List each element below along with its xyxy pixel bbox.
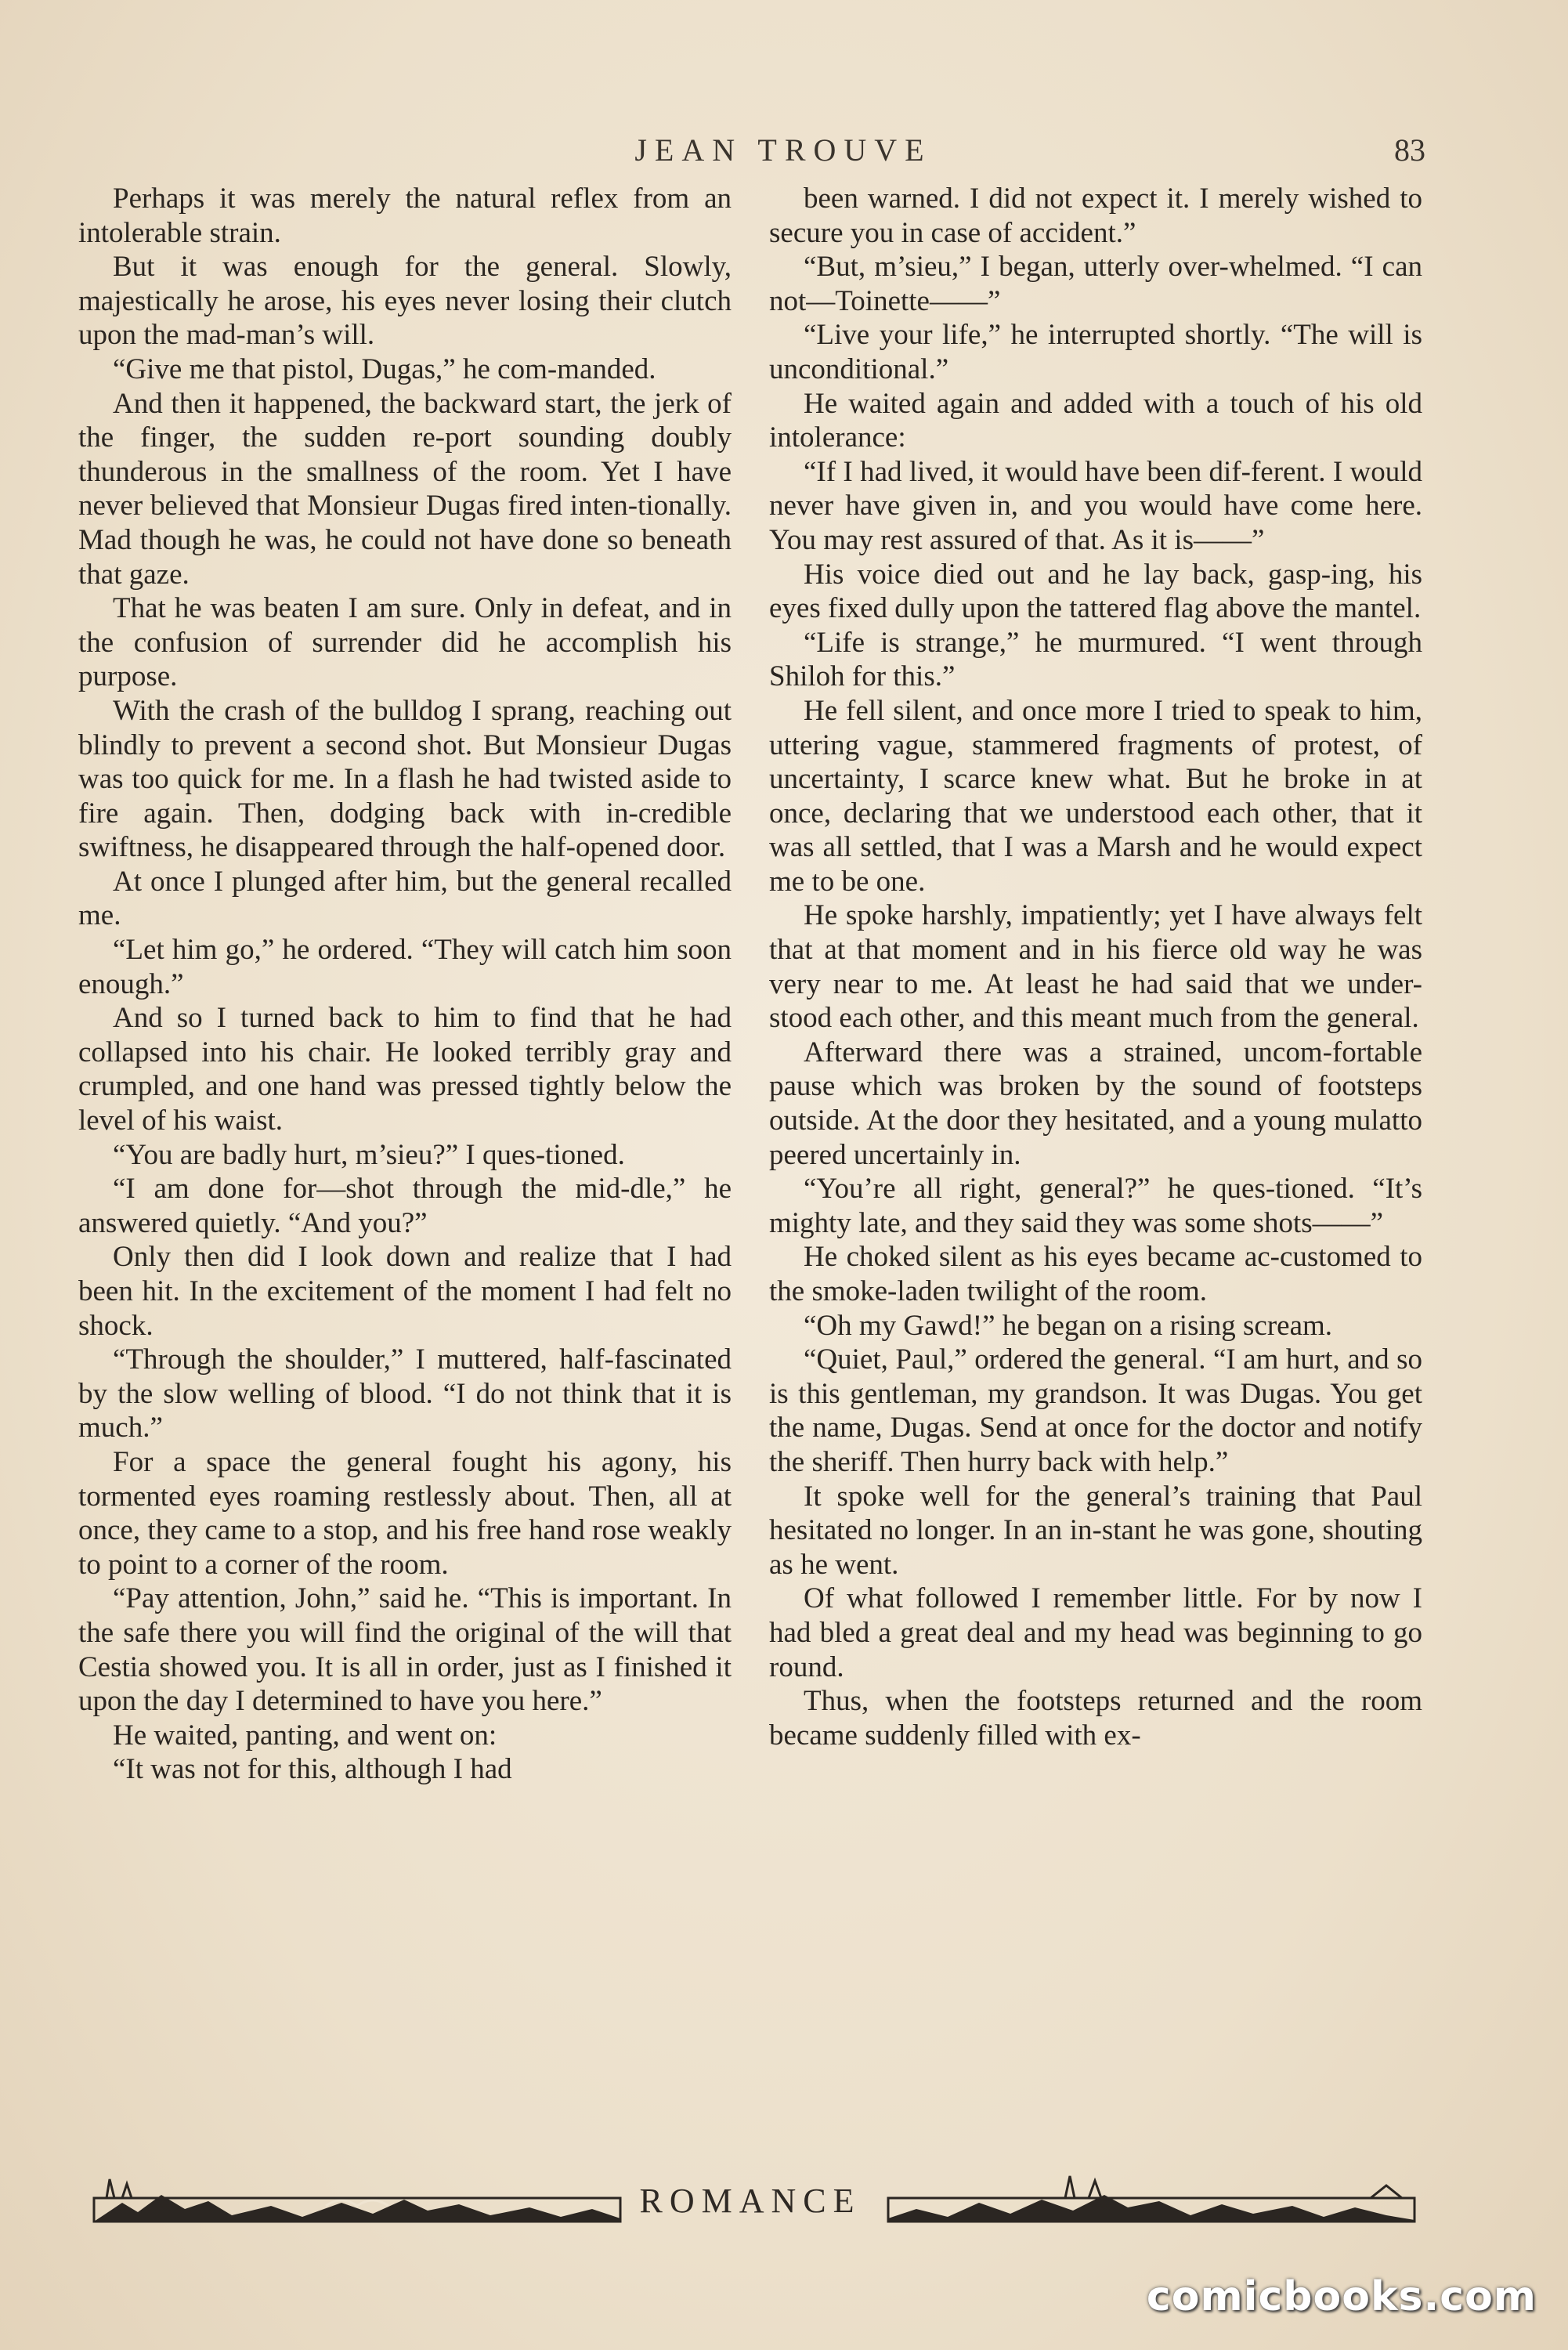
text-column-left xyxy=(78,182,732,2140)
paragraph: “Through the shoulder,” I muttered, half-fascinated by the slow welling of blood. “I do not think that it is much.” xyxy=(78,1343,732,1444)
page-number: 83 xyxy=(1394,132,1425,168)
right-landscape-ornament-icon xyxy=(885,2171,1418,2234)
paragraph: But it was enough for the general. Slowly, majestically he arose, his eyes never losing their clutch upon the mad-man’s will. xyxy=(78,251,732,352)
paragraph: It spoke well for the general’s training that Paul hesitated no longer. In an in-stant he was gone, shouting as he went. xyxy=(769,1480,1422,1581)
paragraph: been warned. I did not expect it. I merely wished to secure you in case of accident.” xyxy=(769,183,1422,249)
text-column-right xyxy=(769,182,1422,2140)
paragraph: Thus, when the footsteps returned and the room became suddenly filled with ex- xyxy=(769,1685,1422,1752)
paragraph: His voice died out and he lay back, gasp-ing, his eyes fixed dully upon the tattered flag above the mantel. xyxy=(769,558,1422,625)
paragraph: At once I plunged after him, but the general recalled me. xyxy=(78,865,732,932)
page-footer xyxy=(78,2171,1422,2234)
paragraph: And then it happened, the backward start, the jerk of the finger, the sudden re-port sounding doubly thunderous in the smallness of the room. Yet I have never believed that Monsieur Dugas fired inten-tionally. Mad though he was, he could not have done so beneath that gaze. xyxy=(78,387,732,591)
paragraph: “If I had lived, it would have been dif-ferent. I would never have given in, and you would have come here. You may rest assured of that. As it is——” xyxy=(769,455,1422,556)
paragraph: With the crash of the bulldog I sprang, reaching out blindly to prevent a second shot. But Monsieur Dugas was too quick for me. In a flash he had twisted aside to fire again. Then, dodging back with in-credible swiftness, he disappeared through the half-opened door. xyxy=(78,694,732,864)
paragraph: “Live your life,” he interrupted shortly. “The will is unconditional.” xyxy=(769,319,1422,385)
paragraph: He waited again and added with a touch of his old intolerance: xyxy=(769,387,1422,454)
paragraph: “But, m’sieu,” I began, utterly over-whelmed. “I can not—Toinette——” xyxy=(769,251,1422,317)
paragraph: He choked silent as his eyes became ac-customed to the smoke-laden twilight of the room. xyxy=(769,1241,1422,1307)
paragraph: “It was not for this, although I had xyxy=(113,1753,512,1786)
paragraph: That he was beaten I am sure. Only in defeat, and in the confusion of surrender did he accomplish his purpose. xyxy=(78,592,732,693)
paragraph: “Quiet, Paul,” ordered the general. “I am hurt, and so is this gentleman, my grandson. It was Dugas. You get the name, Dugas. Send at once for the doctor and notify the sheriff. Then hurry back with help.” xyxy=(769,1343,1422,1478)
paragraph: He waited, panting, and went on: xyxy=(113,1719,497,1752)
paragraph: Of what followed I remember little. For by now I had bled a great deal and my head was beginning to go round. xyxy=(769,1582,1422,1683)
magazine-title: ROMANCE xyxy=(639,2182,862,2220)
paragraph: “Life is strange,” he murmured. “I went through Shiloh for this.” xyxy=(769,626,1422,693)
watermark: comicbooks.com xyxy=(1146,2273,1537,2320)
paragraph: “Give me that pistol, Dugas,” he com-manded. xyxy=(113,352,656,385)
paragraph: He fell silent, and once more I tried to speak to him, uttering vague, stammered fragments of protest, of uncertainty, I scarce knew what. But he broke in at once, declaring that we understood each other, that it was all settled, that I was a Marsh and he would expect me to be one. xyxy=(769,694,1422,898)
paragraph: Afterward there was a strained, uncom-fortable pause which was broken by the sound of footsteps outside. At the door they hesitated, and a young mulatto peered uncertainly in. xyxy=(769,1036,1422,1171)
paragraph: For a space the general fought his agony, his tormented eyes roaming restlessly about. Then, all at once, they came to a stop, and his free hand rose weakly to point to a corner of the room. xyxy=(78,1445,732,1581)
running-head: JEAN TROUVE xyxy=(634,132,932,168)
paragraph: Only then did I look down and realize that I had been hit. In the excitement of the moment I had felt no shock. xyxy=(78,1241,732,1342)
paragraph: “You are badly hurt, m’sieu?” I ques-tioned. xyxy=(113,1138,625,1171)
paragraph: “Pay attention, John,” said he. “This is important. In the safe there you will find the original of the will that Cestia showed you. It is all in order, just as I finished it upon the day I determined to have you here.” xyxy=(78,1582,732,1718)
paragraph: And so I turned back to him to find that he had collapsed into his chair. He looked terribly gray and crumpled, and one hand was pressed tightly below the level of his waist. xyxy=(78,1002,732,1137)
paragraph: “Oh my Gawd!” he began on a rising scream. xyxy=(804,1309,1333,1342)
paragraph: Perhaps it was merely the natural reflex from an intolerable strain. xyxy=(78,183,732,249)
paragraph: He spoke harshly, impatiently; yet I have always felt that at that moment and in his fierce old way he was very near to me. At least he had said that we under-stood each other, and this meant much from the general. xyxy=(769,899,1422,1035)
paragraph: “Let him go,” he ordered. “They will catch him soon enough.” xyxy=(78,934,732,1000)
paragraph: “I am done for—shot through the mid-dle,” he answered quietly. “And you?” xyxy=(78,1173,732,1239)
paragraph: “You’re all right, general?” he ques-tioned. “It’s mighty late, and they said they was some shots——” xyxy=(769,1173,1422,1239)
